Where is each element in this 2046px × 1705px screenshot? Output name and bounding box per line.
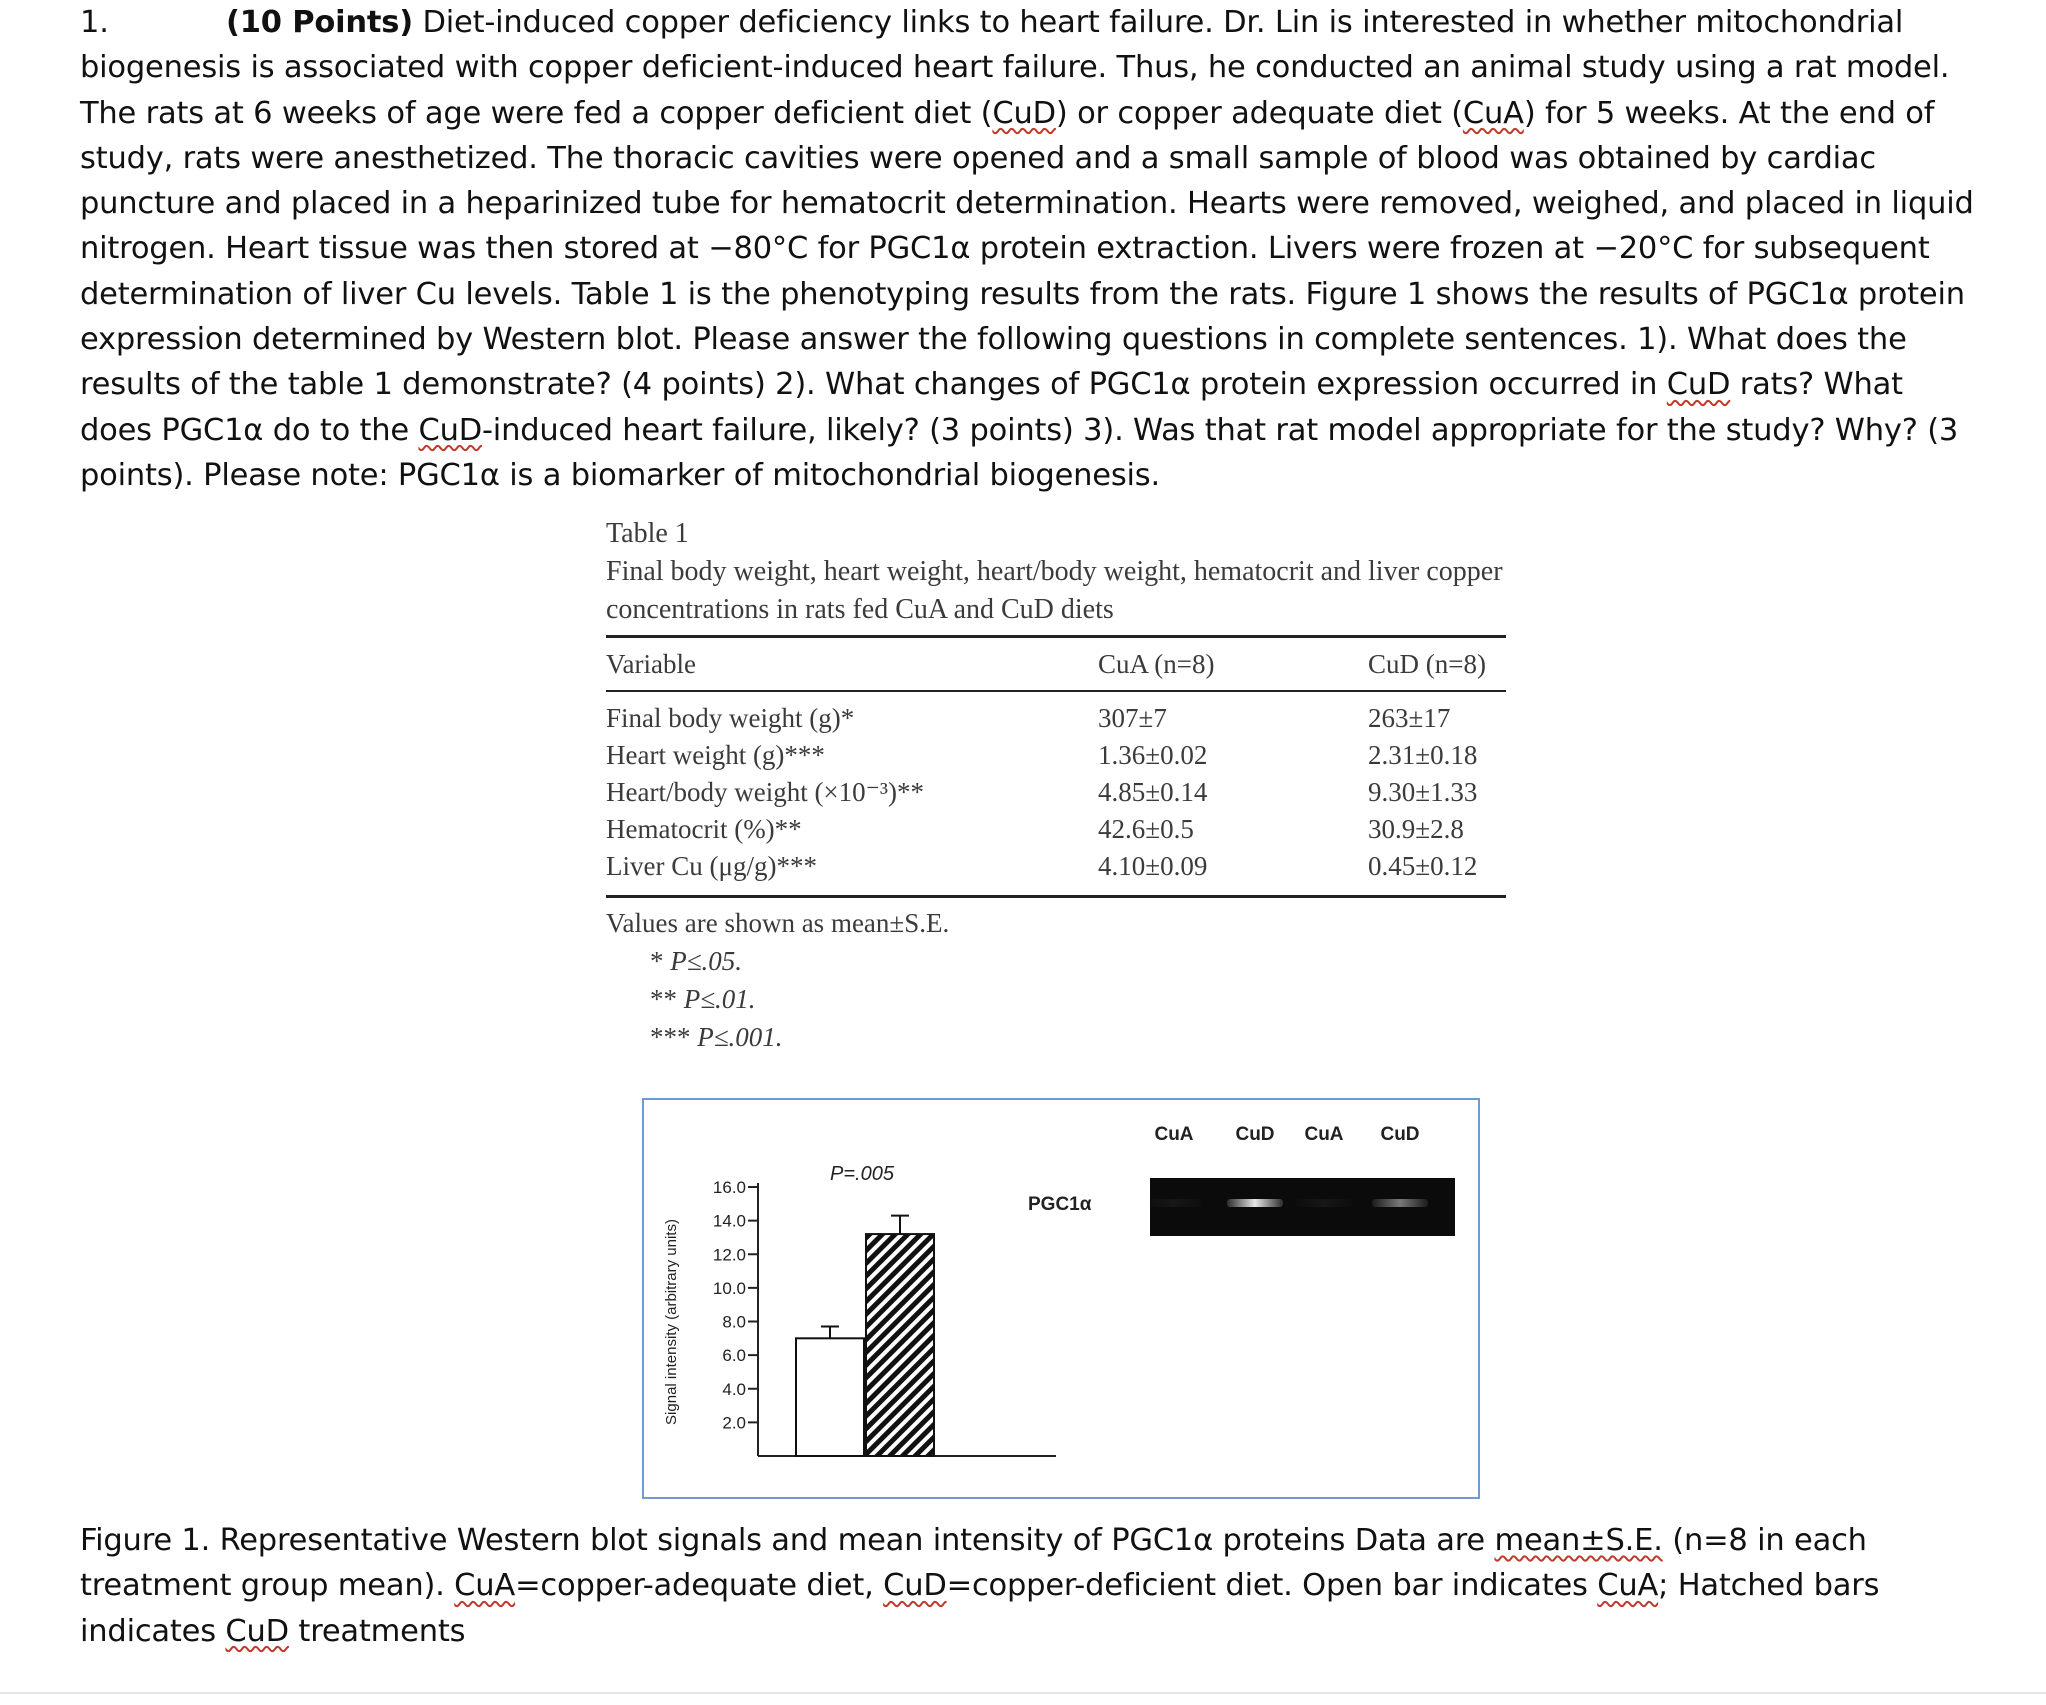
question-text-c: ) for 5 weeks. At the end of study, rats were anesthetized. The thoracic cavities were opened and a small sample of blood was obtained by cardiac puncture and placed in a heparinized tube for hematocrit determination. Hearts were removed, weighed, and placed in liquid nitrogen. Heart tissue was then stored at −80°C for PGC1α protein extraction. Livers were frozen at −20°C for subsequent determination of liver Cu levels. Table 1 is the phenotyping results from the rats. Figure 1 shows the results of PGC1α protein expression determined by Western blot. Please answer the following questions in complete sentences. 1). What does the results of the table 1 demonstrate? (4 points) 2). What changes of PGC1α protein expression occurred in	[80, 95, 1974, 403]
table-cell-variable: Heart/body weight (×10⁻³)**	[606, 777, 925, 807]
caption-text-b: (n=8 in each treatment group mean).	[80, 1523, 1867, 1604]
table-rule-bottom	[606, 895, 1506, 898]
blot-lane-label: CuA	[1304, 1124, 1344, 1145]
sig-p: P≤.05.	[670, 946, 743, 976]
y-axis-label: Signal intensity (arbitrary units)	[663, 1219, 680, 1425]
table-cell-cua: 4.10±0.09	[1098, 851, 1208, 881]
table-cell-cua: 4.85±0.14	[1098, 777, 1208, 807]
table-cell-cua: 307±7	[1098, 703, 1167, 733]
y-tick-label: 8.0	[722, 1312, 746, 1332]
significance-note	[606, 942, 1506, 980]
sig-stars: ***	[650, 1022, 691, 1052]
table-cell-cud: 2.31±0.18	[1368, 740, 1478, 770]
blot-lane-label: CuA	[1154, 1124, 1194, 1145]
caption-text-a: Figure 1. Representative Western blot signals and mean intensity of PGC1α proteins Data are	[80, 1523, 1495, 1558]
table-cell-variable: Final body weight (g)*	[606, 703, 855, 733]
page-bottom-divider	[0, 1692, 2046, 1694]
blot-band	[1227, 1199, 1283, 1207]
question-text-a: Diet-induced copper deficiency links to heart failure. Dr. Lin is interested in whether mitochondrial biogenesis is associated with copper deficient-induced heart failure. Thus, he conducted an animal study using a rat model. The rats at 6 weeks of age were fed a copper deficient diet (	[80, 5, 1950, 131]
sig-stars: **	[650, 984, 677, 1014]
table-header-cud: CuD (n=8)	[1368, 649, 1486, 679]
term-cua: CuA	[1597, 1568, 1659, 1604]
table-row	[606, 774, 1506, 811]
y-tick-label: 12.0	[712, 1245, 746, 1265]
table-cell-cua: 1.36±0.02	[1098, 740, 1208, 770]
blot-lane-label: CuD	[1380, 1124, 1420, 1145]
table-row	[606, 848, 1506, 885]
y-tick-label: 4.0	[722, 1379, 746, 1399]
caption-text-d: =copper-deficient diet. Open bar indicates	[946, 1568, 1598, 1604]
table-cell-variable: Hematocrit (%)**	[606, 814, 802, 844]
y-tick-label: 2.0	[722, 1413, 746, 1433]
y-tick-label: 10.0	[712, 1278, 746, 1298]
term-cua: CuA	[454, 1568, 516, 1604]
question-number: 1.	[80, 5, 109, 40]
table-cell-cud: 0.45±0.12	[1368, 851, 1478, 881]
term-mean-se: mean±S.E.	[1494, 1523, 1663, 1558]
question-points: (10 Points)	[226, 5, 413, 40]
bar-cua	[796, 1338, 864, 1456]
table-header-cua: CuA (n=8)	[1098, 649, 1215, 679]
table-cell-variable: Heart weight (g)***	[606, 740, 825, 770]
caption-text-e: ; Hatched bars indicates	[80, 1568, 1880, 1649]
y-tick-label: 16.0	[712, 1178, 746, 1197]
table-row	[606, 700, 1506, 737]
western-blot	[1028, 1124, 1455, 1236]
table-1	[606, 515, 1506, 1056]
blot-lane-label: CuD	[1235, 1124, 1275, 1145]
table-cell-cua: 42.6±0.5	[1098, 814, 1194, 844]
sig-p: P≤.01.	[683, 984, 756, 1014]
blot-protein-label: PGC1α	[1028, 1194, 1092, 1215]
term-cud: CuD	[1666, 367, 1731, 403]
significance-note	[606, 980, 1506, 1018]
figure-1-panel	[642, 1098, 1480, 1499]
blot-band	[1146, 1199, 1202, 1207]
table-cell-variable: Liver Cu (μg/g)***	[606, 851, 817, 881]
question-text-e: -induced heart failure, likely? (3 points) 3). Was that rat model appropriate for the study? Why? (3 points). Please note: PGC1α is a biomarker of mitochondrial biogenesis.	[80, 412, 1959, 493]
bar-cud	[866, 1234, 934, 1456]
table-caption: Table 1	[606, 518, 689, 549]
table-cell-cud: 30.9±2.8	[1368, 814, 1464, 844]
question-text-b: ) or copper adequate diet (	[1055, 95, 1463, 131]
significance-note	[606, 1018, 1506, 1056]
table-footnote: Values are shown as mean±S.E.	[606, 908, 950, 938]
table-cell-cud: 263±17	[1368, 703, 1451, 733]
term-cud: CuD	[883, 1568, 947, 1604]
blot-band	[1372, 1199, 1428, 1207]
table-header-row	[606, 638, 1506, 690]
sig-stars: *	[650, 946, 664, 976]
table-rule-mid	[606, 690, 1506, 692]
question-text-d: rats? What does PGC1α do to the	[80, 367, 1903, 448]
p-value-annotation: P=.005	[830, 1163, 894, 1185]
blot-band	[1296, 1199, 1352, 1207]
figure-caption	[80, 1518, 1980, 1654]
table-cell-cud: 9.30±1.33	[1368, 777, 1478, 807]
bar-chart	[663, 1163, 1056, 1456]
figure-1-graphic	[644, 1100, 1478, 1497]
table-row	[606, 737, 1506, 774]
term-cud: CuD	[225, 1613, 289, 1649]
table-row	[606, 811, 1506, 848]
caption-text-f: treatments	[288, 1613, 466, 1649]
term-cud: CuD	[992, 95, 1056, 131]
caption-text-c: =copper-adequate diet,	[515, 1568, 884, 1604]
y-tick-label: 14.0	[712, 1211, 746, 1231]
question-paragraph	[80, 0, 1980, 498]
table-subtitle: Final body weight, heart weight, heart/body weight, hematocrit and liver copper concentrations in rats fed CuA and CuD diets	[606, 556, 1503, 625]
term-cud: CuD	[418, 412, 482, 448]
term-cua: CuA	[1462, 95, 1524, 131]
sig-p: P≤.001.	[697, 1022, 783, 1052]
table-header-variable: Variable	[606, 649, 696, 679]
y-tick-label: 6.0	[722, 1346, 746, 1366]
